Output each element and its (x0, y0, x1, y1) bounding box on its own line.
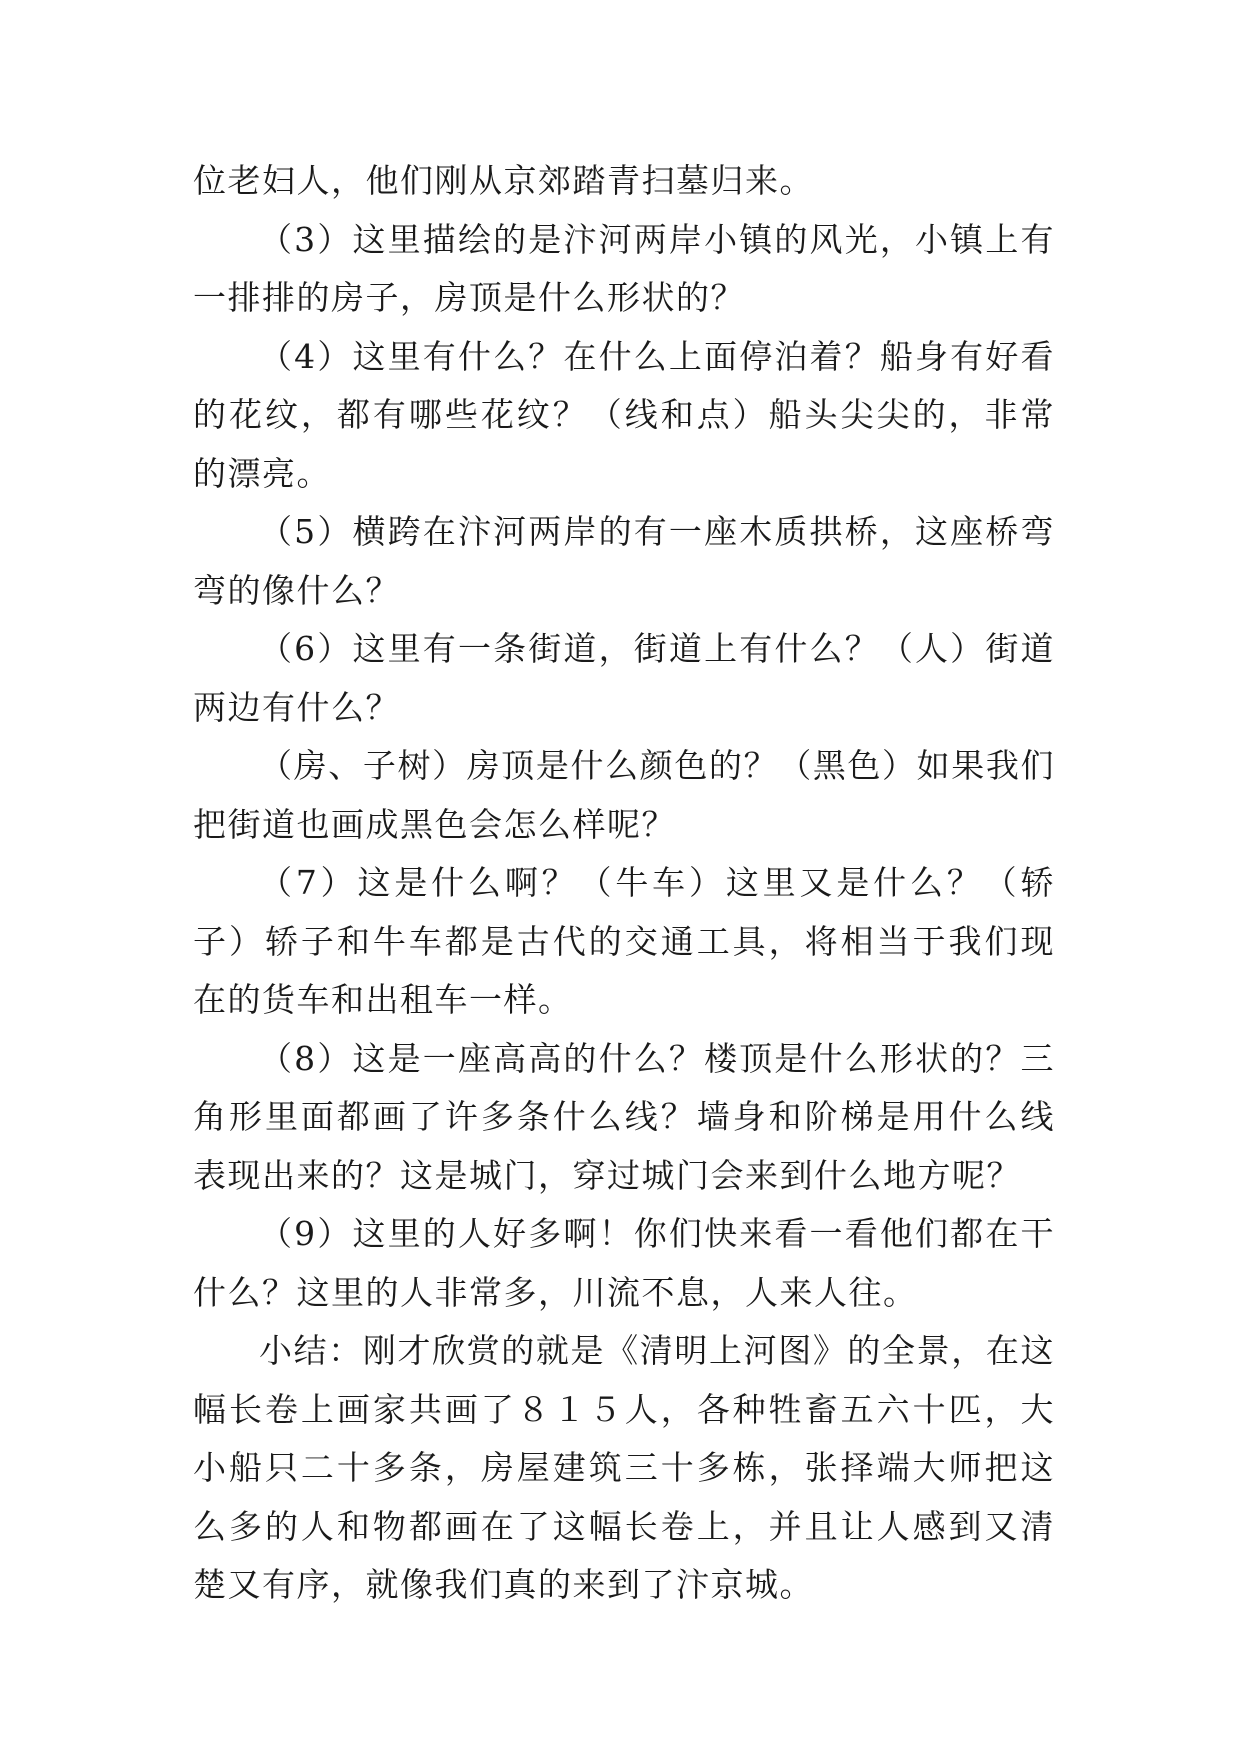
paragraph-item-7: （7）这是什么啊？（牛车）这里又是什么？（轿子）轿子和牛车都是古代的交通工具，将相当于我们现在的货车和出租车一样。 (193, 863, 1055, 1019)
paragraph-item-9: （9）这里的人好多啊！你们快来看一看他们都在干什么？这里的人非常多，川流不息，人来人往。 (193, 1214, 1055, 1312)
paragraph-item-6: （6）这里有一条街道，街道上有什么？（人）街道两边有什么？ (193, 629, 1055, 727)
paragraph-summary: 小结：刚才欣赏的就是《清明上河图》的全景，在这幅长卷上画家共画了８１５人，各种牲畜五六十匹，大小船只二十多条，房屋建筑三十多栋，张择端大师把这么多的人和物都画在了这幅长卷上，并且让人感到又清楚又有序，就像我们真的来到了汴京城。 (193, 1331, 1055, 1604)
paragraph-item-8: （8）这是一座高高的什么？楼顶是什么形状的？三角形里面都画了许多条什么线？墙身和阶梯是用什么线表现出来的？这是城门，穿过城门会来到什么地方呢？ (193, 1038, 1055, 1195)
paragraph-item-3: （3）这里描绘的是汴河两岸小镇的风光，小镇上有一排排的房子，房顶是什么形状的？ (193, 219, 1055, 317)
paragraph-item-6-continued: （房、子树）房顶是什么颜色的？（黑色）如果我们把街道也画成黑色会怎么样呢？ (193, 746, 1055, 844)
paragraph-item-4: （4）这里有什么？在什么上面停泊着？船身有好看的花纹，都有哪些花纹？（线和点）船头尖尖的，非常的漂亮。 (193, 336, 1055, 493)
paragraph-continuation: 位老妇人，他们刚从京郊踏青扫墓归来。 (193, 161, 814, 200)
paragraph-item-5: （5）横跨在汴河两岸的有一座木质拱桥，这座桥弯弯的像什么？ (193, 512, 1055, 610)
document-body (193, 152, 1055, 1615)
